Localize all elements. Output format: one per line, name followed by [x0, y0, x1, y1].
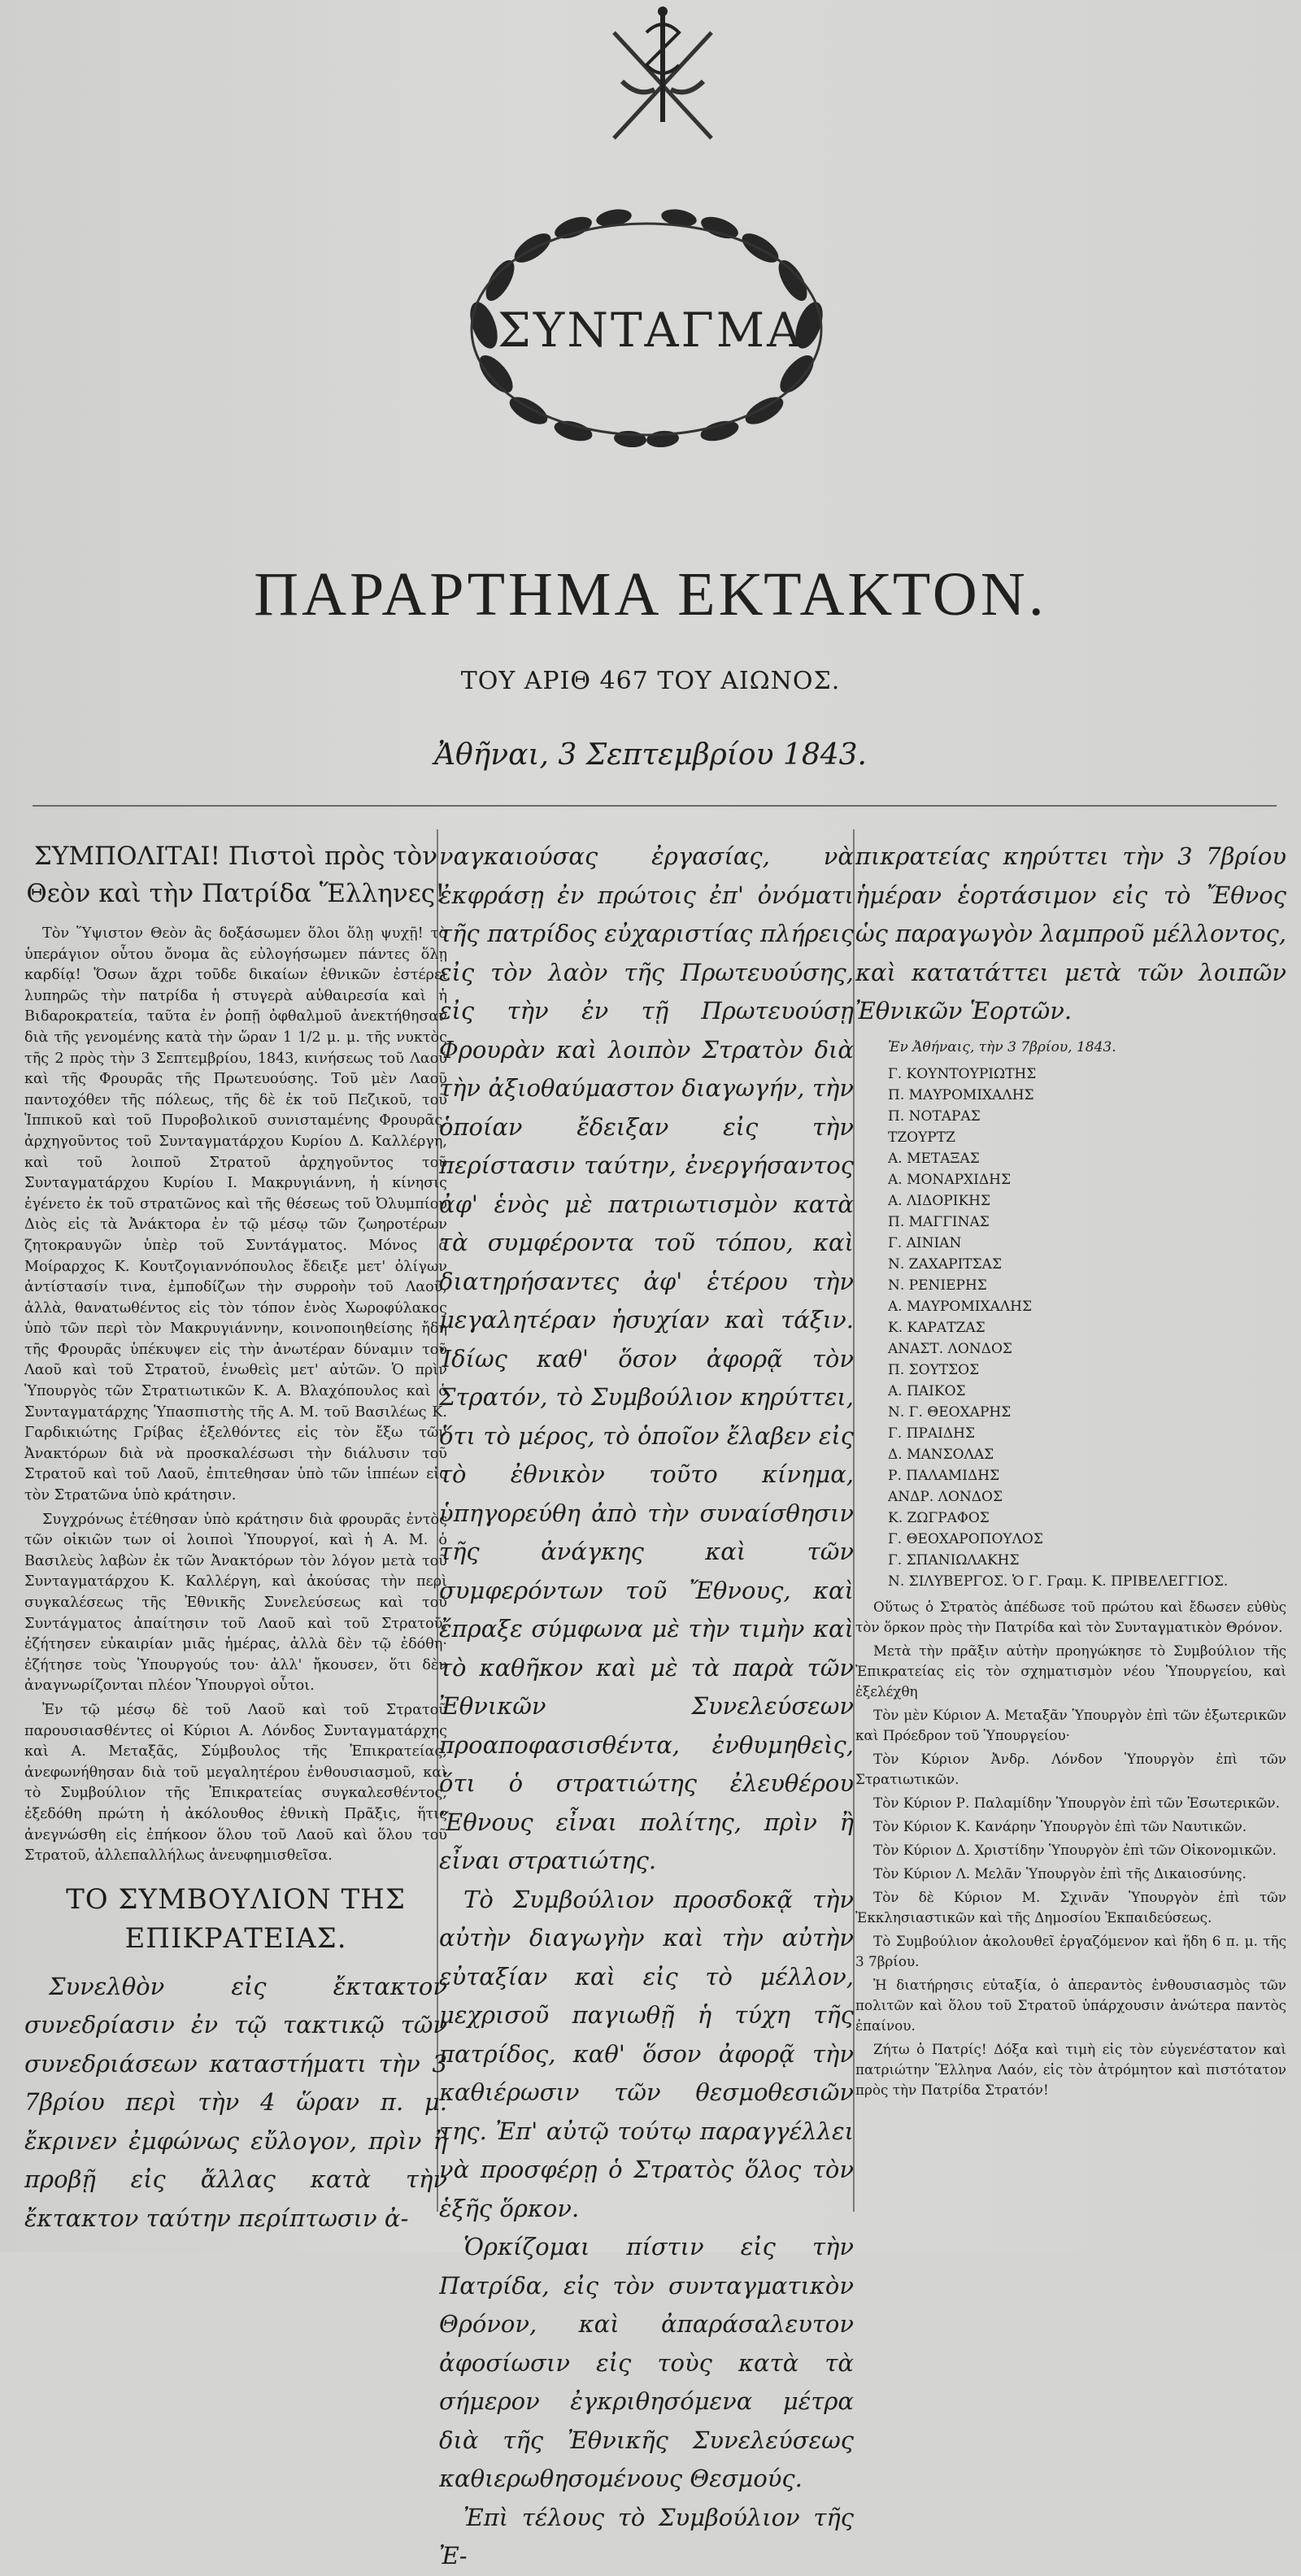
newspaper-title: ΣΥΝΤΑΓΜΑ: [497, 302, 804, 358]
article-paragraph: Τὸ Συμβούλιον ἀκολουθεῖ ἐργαζόμενον καὶ ἤδη 6 π. μ. τῆς 3 7βρίου.: [855, 1932, 1286, 1969]
signer-name: Α. ΜΟΝΑΡΧΙΔΗΣ: [888, 1171, 1011, 1188]
signer-name: Α. ΜΕΤΑΞΑΣ: [888, 1150, 980, 1167]
signer-name: ΑΝΔΡ. ΛΟΝΔΟΣ: [888, 1488, 1003, 1505]
article-paragraph: Συγχρόνως ἐτέθησαν ὑπὸ κράτησιν διὰ φρουρᾶς ἐντὸς τῶν οἰκιῶν των οἱ λοιποὶ Ὑπουργοί, καὶ ἡ Α. Μ. ὁ Βασιλεὺς λαβὼν ἐκ τῶν Ἀνακτόρων τὸν λόγον μετὰ τοῦ Συνταγματάρχου Κ. Καλλέργη, καὶ ἀκούσας τὴν περὶ συγκαλέσεως τῆς Ἐθνικῆς Συνελεύσεως καὶ τοῦ Συντάγματος ἀπαίτησιν τοῦ Λαοῦ καὶ τοῦ Στρατοῦ, ἐζήτησεν εὐκαιρίαν μιᾶς ἡμέρας, ἀλλὰ δὲν τῷ ἐδόθη· ἐζήτησε τοὺς Ὑπουργούς του· ἀλλ' ἤκουσεν, ὅτι δὲν ἀναγνωρίζονται πλέον Ὑπουργοὶ οὗτοι.: [24, 1511, 447, 1695]
article-paragraph: Τὸν μὲν Κύριον Α. Μεταξᾶν Ὑπουργὸν ἐπὶ τῶν ἐξωτερικῶν καὶ Πρόεδρον τοῦ Ὑπουργείου·: [855, 1706, 1286, 1743]
column-3: [855, 838, 1286, 2104]
council-text: Τὸ Συμβούλιον προσδοκᾷ τὴν αὐτὴν διαγωγὴν καὶ τὴν αὐτὴν εὐταξίαν καὶ εἰς τὸ μέλλον, μεχρισοῦ παγιωθῇ ἡ τύχη τῆς πατρίδος, καθ' ὅσον ἀφορᾷ τὴν καθιέρωσιν τῶν θεσμοθεσιῶν της. Ἐπ' αὐτῷ τούτῳ παραγγέλλει νὰ προσφέρῃ ὁ Στρατὸς ὅλος τὸν ἑξῆς ὅρκον.: [439, 1885, 854, 2222]
signer-name: Γ. ΘΕΟΧΑΡΟΠΟΥΛΟΣ: [888, 1530, 1043, 1547]
council-text: Ἐπὶ τέλους τὸ Συμβούλιον τῆς Ἐ-: [439, 2503, 854, 2569]
signer-name: Π. ΣΟΥΤΣΟΣ: [888, 1361, 980, 1378]
signer-name: ΤΖΟΥΡΤΖ: [888, 1129, 955, 1146]
signer-name: Δ. ΜΑΝΣΟΛΑΣ: [888, 1446, 994, 1463]
article-paragraph: Μετὰ τὴν πρᾶξιν αὐτὴν προηγώκησε τὸ Συμβούλιον τῆς Ἐπικρατείας εἰς τὸν σχηματισμὸν νέου Ὑπουργείου, καὶ ἐξελέχθη: [855, 1642, 1286, 1699]
council-text: Συνελθὸν εἰς ἔκτακτον συνεδρίασιν ἐν τῷ τακτικῷ τῶν συνεδριάσεων καταστήματι τὴν 3 7βρίου περὶ τὴν 4 ὥραν π. μ. ἔκρινεν ἐμφώνως εὔλογον, πρὶν ἢ προβῇ εἰς ἄλλας κατὰ τὴν ἔκτακτον ταύτην περίπτωσιν ἀ-: [24, 1972, 447, 2232]
caduceus-emblem: [598, 0, 728, 146]
signer-name: Α. ΠΑΙΚΟΣ: [888, 1382, 966, 1399]
secretary-line: Ν. ΣΙΛΥΒΕΡΓΟΣ. Ὁ Γ. Γραμ. Κ. ΠΡΙΒΕΛΕΓΓΙΟΣ.: [888, 1573, 1229, 1590]
article-paragraph: Ζήτω ὁ Πατρίς! Δόξα καὶ τιμὴ εἰς τὸν εὐγενέστατον καὶ πατριώτην Ἕλληνα Λαόν, εἰς τὸν ἀτρόμητον καὶ πιστότατον πρὸς τὴν Πατρίδα Στρατόν!: [855, 2040, 1286, 2098]
signer-name: Γ. ΠΡΑΙΔΗΣ: [888, 1425, 975, 1442]
signer-name: Γ. ΚΟΥΝΤΟΥΡΙΩΤΗΣ: [888, 1065, 1037, 1082]
header-divider: [33, 805, 1277, 807]
signers-list: [855, 1064, 1286, 1571]
supplement-title: ΠΑΡΑΡΤΗΜΑ ΕΚΤΑΚΤΟΝ.: [254, 560, 1047, 629]
article-paragraph: Ἡ διατήρησις εὐταξία, ὁ ἀπεραντὸς ἐνθουσιασμὸς τῶν πολιτῶν καὶ ὅλου τοῦ Στρατοῦ ὑπάρχουσιν ἀνώτερα παντὸς ἐπαίνου.: [855, 1976, 1286, 2034]
article-paragraph: Τὸν Κύριον Ρ. Παλαμίδην Ὑπουργὸν ἐπὶ τῶν Ἐσωτερικῶν.: [873, 1794, 1280, 1811]
signer-name: Ν. Γ. ΘΕΟΧΑΡΗΣ: [888, 1403, 1012, 1421]
article-paragraph: Τὸν Κύριον Λ. Μελᾶν Ὑπουργὸν ἐπὶ τῆς Δικαιοσύνης.: [873, 1865, 1247, 1882]
signer-name: Α. ΛΙΔΟΡΙΚΗΣ: [888, 1192, 990, 1209]
column-2: [439, 838, 854, 2576]
signer-name: Α. ΜΑΥΡΟΜΙΧΑΛΗΣ: [888, 1298, 1032, 1315]
signer-name: Γ. ΑΙΝΙΑΝ: [888, 1234, 962, 1251]
dateline: Ἀθῆναι, 3 Σεπτεμβρίου 1843.: [433, 738, 867, 772]
signer-name: Π. ΝΟΤΑΡΑΣ: [888, 1107, 981, 1125]
signer-name: Ρ. ΠΑΛΑΜΙΔΗΣ: [888, 1467, 1000, 1484]
article-paragraph: Τὸν Κύριον Κ. Κανάρην Ὑπουργὸν ἐπὶ τῶν Ναυτικῶν.: [873, 1817, 1247, 1834]
section-heading: ΤΟ ΣΥΜΒΟΥΛΙΟΝ ΤΗΣ ΕΠΙΚΡΑΤΕΙΑΣ.: [66, 1882, 406, 1955]
article-paragraph: Τὸν δὲ Κύριον Μ. Σχινᾶν Ὑπουργὸν ἐπὶ τῶν Ἐκκλησιαστικῶν καὶ τῆς Δημοσίου Ἐκπαιδεύσεως.: [855, 1888, 1286, 1925]
oath-text: Ὁρκίζομαι πίστιν εἰς τὴν Πατρίδα, εἰς τὸν συνταγματικὸν Θρόνον, καὶ ἀπαράσαλευτον ἀφοσίωσιν εἰς τοὺς κατὰ τὰ σήμερον ἐγκριθησόμενα μέτρα διὰ τῆς Ἐθνικῆς Συνελεύσεως καθιερωθησομένους Θεσμούς.: [439, 2233, 854, 2492]
signature-date: Ἐν Ἀθήναις, τὴν 3 7βρίου, 1843.: [888, 1038, 1116, 1055]
council-text: ναγκαιούσας ἐργασίας, νὰ ἐκφράσῃ ἐν πρώτοις ἐπ' ὀνόματι τῆς πατρίδος εὐχαριστίας πλήρεις εἰς τὸν λαὸν τῆς Πρωτευούσης, εἰς τὴν ἐν τῇ Πρωτευούσῃ Φρουρὰν καὶ λοιπὸν Στρατὸν διὰ τὴν ἀξιοθαύμαστον διαγωγήν, τὴν ὁποίαν ἔδειξαν εἰς τὴν περίστασιν ταύτην, ἐνεργήσαντος ἀφ' ἑνὸς μὲ πατριωτισμὸν κατὰ τὰ συμφέροντα τοῦ τόπου, καὶ διατηρήσαντες ἀφ' ἑτέρου τὴν μεγαλητέραν ἡσυχίαν καὶ τάξιν. Ἰδίως καθ' ὅσον ἀφορᾷ τὸν Στρατόν, τὸ Συμβούλιον κηρύττει, ὅτι τὸ μέρος, τὸ ὁποῖον ἔλαβεν εἰς τὸ ἐθνικὸν τοῦτο κίνημα, ὑπηγορεύθη ἀπὸ τὴν συναίσθησιν τῆς ἀνάγκης καὶ τῶν συμφερόντων τοῦ Ἔθνους, καὶ ἔπραξε σύμφωνα μὲ τὴν τιμὴν καὶ τὸ καθῆκον καὶ μὲ τὰ παρὰ τῶν Ἐθνικῶν Συνελεύσεων προαποφασισθέντα, ἐνθυμηθεὶς, ὅτι ὁ στρατιώτης ἐλευθέρου Ἔθνους εἶναι πολίτης, πρὶν ἢ εἶναι στρατιώτης.: [439, 842, 854, 1874]
signer-name: Ν. ΖΑΧΑΡΙΤΣΑΣ: [888, 1255, 1002, 1273]
article-paragraph: Τὸν Κύριον Ἀνδρ. Λόνδον Ὑπουργὸν ἐπὶ τῶν Στρατιωτικῶν.: [855, 1750, 1286, 1787]
proclamation-heading: ΣΥΜΠΟΛΙΤΑΙ! Πιστοὶ πρὸς τὸν Θεὸν καὶ τὴν Πατρίδα Ἕλληνες!: [26, 842, 446, 908]
column-1: [24, 838, 447, 2238]
signer-name: Ν. ΡΕΝΙΕΡΗΣ: [888, 1277, 987, 1294]
issue-number: ΤΟΥ ΑΡΙΘ 467 ΤΟΥ ΑΙΩΝΟΣ.: [460, 667, 841, 695]
signer-name: Γ. ΣΠΑΝΙΩΛΑΚΗΣ: [888, 1551, 1020, 1569]
article-paragraph: Τὸν Κύριον Δ. Χριστίδην Ὑπουργὸν ἐπὶ τῶν Οἰκονομικῶν.: [873, 1841, 1277, 1858]
signer-name: Π. ΜΑΥΡΟΜΙΧΑΛΗΣ: [888, 1086, 1034, 1103]
signer-name: ΑΝΑΣΤ. ΛΟΝΔΟΣ: [888, 1340, 1012, 1357]
council-text: πικρατείας κηρύττει τὴν 3 7βρίου ἡμέραν ἑορτάσιμον εἰς τὸ Ἔθνος ὡς παραγωγὸν λαμπροῦ μέλλοντος, καὶ κατατάττει μετὰ τῶν λοιπῶν Ἐθνικῶν Ἑορτῶν.: [855, 842, 1286, 1025]
signer-name: Κ. ΚΑΡΑΤΖΑΣ: [888, 1319, 986, 1336]
signer-name: Π. ΜΑΓΓΙΝΑΣ: [888, 1213, 990, 1230]
signer-name: Κ. ΖΩΓΡΑΦΟΣ: [888, 1509, 990, 1526]
article-paragraph: Οὕτως ὁ Στρατὸς ἀπέδωσε τοῦ πρώτου καὶ ἔδωσεν εὐθὺς τὸν ὅρκον πρὸς τὴν Πατρίδα καὶ τὸν Συνταγματικὸν Θρόνον.: [855, 1598, 1286, 1635]
article-paragraph: Ἐν τῷ μέσῳ δὲ τοῦ Λαοῦ καὶ τοῦ Στρατοῦ παρουσιασθέντες οἱ Κύριοι Α. Λόνδος Συνταγματάρχης καὶ Α. Μεταξᾶς, Σύμβουλος τῆς Ἐπικρατείας, ἀνεφωνήθησαν διὰ τοῦ μεγαλητέρου ἐνθουσιασμοῦ, καὶ τὸ Συμβούλιον τῆς Ἐπικρατείας συγκαλεσθέντος, ἐξεδόθη πρώτη ἡ ἀκόλουθος ἐθνικὴ Πρᾶξις, ἥτις ἀνεγνώσθη εἰς ἐπήκοον ὅλου τοῦ Λαοῦ καὶ ὅλου τοῦ Στρατοῦ, ἀλλεπαλλήλως ἀνευφημισθεῖσα.: [24, 1701, 447, 1865]
article-paragraph: Τὸν Ὕψιστον Θεὸν ἂς δοξάσωμεν ὅλοι ὅλῃ ψυχῇ! τὸ ὑπεράγιον οὗτου ὄνομα ἂς εὐλογήσωμεν πάντες ὅλῃ καρδίᾳ! Ὅσων ἄχρι τοῦδε δικαίων ἐθνικῶν ἐστέρει λυπηρῶς τὴν πατρίδα ἡ στυγερὰ αὐθαιρεσία καὶ ἡ Βιδαροκρατεία, ταῦτα ἐν ῥοπῇ ὀφθαλμοῦ ἀνεκτήθησαν διὰ τῆς γενομένης κατὰ τὴν ὥραν 1 1/2 μ. μ. τῆς νυκτὸς τῆς 2 πρὸς τὴν 3 Σεπτεμβρίου, 1843, κινήσεως τοῦ Λαοῦ καὶ τῆς Φρουρᾶς τῆς Πρωτευούσης. Τοῦ μὲν Λαοῦ παντοχόθεν τῆς πόλεως, τῆς δὲ ἐκ τοῦ Πεζικοῦ, τοῦ Ἱππικοῦ καὶ τοῦ Πυροβολικοῦ συνισταμένης Φρουρᾶς, ἀρχηγοῦντος τοῦ Συνταγματάρχου Κυρίου Δ. Καλλέργη, καὶ τοῦ λοιποῦ Στρατοῦ ἀρχηγοῦντος τοῦ Συνταγματάρχου Κυρίου Ι. Μακρυγιάννη, ἡ κίνησις ἐγένετο ἐκ τοῦ στρατῶνος καὶ τῆς θέσεως τοῦ Ὀλυμπίου Διὸς εἰς τὰ Ἀνάκτορα ἐν τῷ μέσῳ τῶν ζωηροτέρων ζητοκραυγῶν ὑπὲρ τοῦ Συντάγματος. Μόνος ὁ Μοίραρχος Κ. Κουτζογιαννόπουλος ἔδειξε μετ' ὀλίγων ἀντίστασίν τινα, ἐμποδίζων τὴν συρροὴν τοῦ Λαοῦ, ἀλλὰ, θανατωθέντος εἰς τὸν τόπον ἑνὸς Χωροφύλακος ὑπὸ τῶν περὶ τὸν Μακρυγιάννην, κοινοποιηθείσης ἤδη τῆς Φρουρᾶς ὑπέκυψεν εἰς τὴν ἀνωτέραν δύναμιν τοῦ Λαοῦ καὶ τοῦ Στρατοῦ, ἑνωθεὶς μετ' αὐτῶν. Ὁ πρὶν Ὑπουργὸς τῶν Στρατιωτικῶν Κ. Α. Βλαχόπουλος καὶ ὁ Συνταγματάρχης Ὑπασπιστὴς τῆς Α. Μ. τοῦ Βασιλέως Κ. Γαρδικιώτης Γρίβας ἐξελθόντες εἰς τὸν ἔξω τῶν Ἀνακτόρων διὰ νὰ προσκαλέσωσι τὴν διάλυσιν τοῦ Στρατοῦ καὶ τοῦ Λαοῦ, ἐπιτεθησαν ὑπὸ τῶν ἱππέων εἰς τὸν Στρατῶνα ὑπὸ κράτησιν.: [24, 925, 447, 1504]
